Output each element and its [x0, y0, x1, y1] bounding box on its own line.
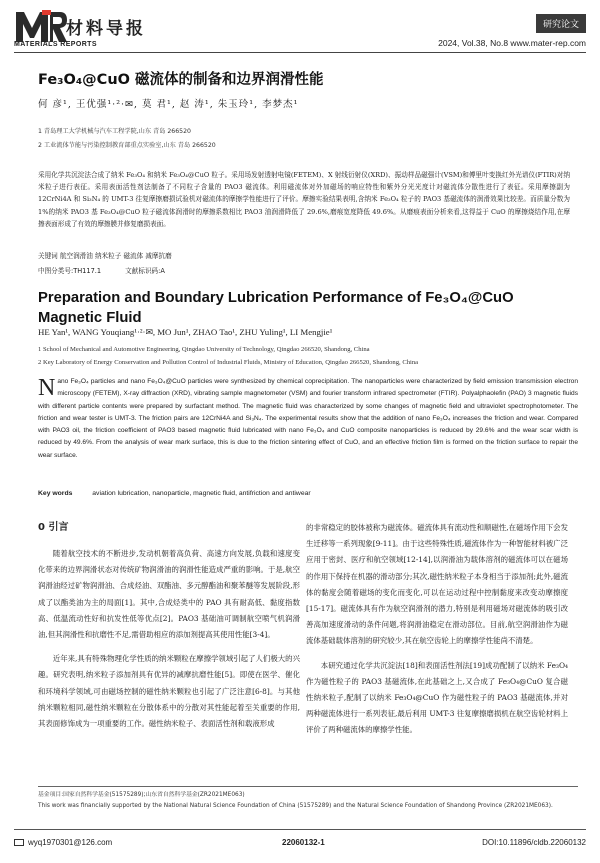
journal-name-en: MATERIALS REPORTS	[14, 41, 97, 48]
footer-divider	[14, 829, 586, 830]
body-paragraph: 近年来,具有特殊物理化学性质的纳米颗粒在摩擦学领域引起了人们极大的兴趣。研究表明,纳米粒子添加剂具有优异的减摩抗磨性能[5]。即使在医学、催化和环境科学领域,可由磁场控制的磁性纳米颗粒也引起了广泛注意[6-8]。与其他纳米颗粒相同,磁性纳米颗粒在分散体系中的分散对其性能起着至关重要的作用,其表面修饰成为一项重要的工作。磁性纳米粒子、表面活性剂和载液形成	[38, 654, 300, 729]
body-paragraph: 本研究通过化学共沉淀法[18]和表面活性剂法[19]成功配制了以纳米 Fe₃O₄ 作为磁性粒子的 PAO3 基磁流体,在此基础之上,又合成了 Fe₃O₄@CuO 复合磁性纳米粒子,配制了以纳米 Fe₃O₄@CuO 作为磁性粒子的 PAO3 基磁流体,并对两种磁流体进行一系列表征,最后利用 UMT-3 往复摩擦磨损机在航空齿轮材料上评价了两种磁流体的摩擦学性能。	[306, 660, 568, 735]
en-authors: HE Yan¹, WANG Youqiang¹·²·✉, MO Jun¹, ZHAO Tao¹, ZHU Yuling¹, LI Mengjie¹	[38, 327, 333, 337]
footer-email-text: wyq1970301@126.com	[28, 838, 113, 847]
en-keywords-text: aviation lubrication, nanoparticle, magnetic fluid, antifriction and antiwear	[92, 490, 311, 497]
envelope-icon	[14, 839, 24, 846]
section-tag: 研究论文	[536, 14, 586, 33]
cn-keywords: 关键词 航空润滑油 纳米粒子 磁流体 减摩抗磨	[38, 252, 172, 260]
cn-class-number: 中图分类号:TH117.1	[38, 267, 102, 275]
funding-en: This work was financially supported by the National Natural Science Foundation of China (51575289) and the Natural Science Foundation of Shandong Province (ZR2021ME063).	[38, 803, 553, 809]
funding-cn: 基金项目:国家自然科学基金(51575289);山东省自然科学基金(ZR2021ME063)	[38, 792, 245, 798]
cn-doc-code: 文献标识码:A	[125, 267, 165, 275]
en-abstract-text: ano Fe₃O₄ particles and nano Fe₃O₄@CuO particles were synthesized by chemical coprecipitation. The nanoparticles were characterized by field emission transmission electron microscopy (FETEM), X-ray diffraction (XRD), vibrating sample magnetometer (VSM) and fourier transform infrared spectrometer (FTIR). Polyalphaolefin (PAO) 3 magnetic fluids with different particle contents were prepared by surfactant method. The magnetic fluid was characterized by some changes of magnetic field and ultraviolet spectrophotometer. The friction and wear tester is UMT-3. The friction pairs are 12CrNi4A and Si₃N₄. The experimental results show that the addition of nano Fe₃O₄ increases the friction and wear. Compared with PAO3 oil, the friction coefficient of PAO3 based magnetic fluid lubricated with nano Fe₃O₄ and CuO composite nanoparticles is reduced by 29.6% and the wear scar width is reduced by 49.6%. From the analysis of wear mark surface, this is due to the friction sintering effect of CuO, and an effective friction film is formed on the friction surface to repair the wear surface.	[38, 378, 578, 459]
doi-link[interactable]: DOI:10.11896/cldb.22060132	[482, 838, 586, 847]
cn-abstract: 采用化学共沉淀法合成了纳米 Fe₃O₄ 和纳米 Fe₃O₄@CuO 粒子。采用场发射透射电镜(FETEM)、X 射线衍射仪(XRD)、振动样品磁强计(VSM)和傅里叶变换红外光谱仪(FTIR)对纳米粒子进行表征。采用表面活性剂法制备了不同粒子含量的 PAO3 磁流体。利用磁流体对外加磁场的响应特性和紫外分光光度计对磁流体分散性进行了表征。采用摩擦副为 12CrNi4A 和 Si₃N₄ 的 UMT-3 往复摩擦磨损试验机对磁流体的摩擦学性能进行了评价。摩擦实验结果表明,含纳米 Fe₃O₄ 粒子的 PAO3 基磁流体的润滑效果比较差。而质量分数为 1%的纳米 PAO3 基 Fe₃O₄@CuO 粒子磁流体润滑时的摩擦系数相比 PAO3 油润滑降低了 29.6%,磨痕宽度降低 49.6%。从磨痕表面分析来看,这得益于 CuO 的摩擦烧结作用,在摩擦表面形成了有效的摩擦膜并修复磨损表面。	[38, 171, 570, 228]
body-paragraph: 的非常稳定的胶体被称为磁流体。磁流体具有流动性和顺磁性,在磁场作用下会发生迁移等一系列现象[9-11]。由于这些特殊性质,磁流体作为一种智能材料被广泛应用于密封、医疗和航空领域[12-14],以润滑油为载体溶剂的磁流体可以在磁场的作用下保持在机器的滑动部分;其次,磁性纳米粒子本身相当于添加剂;此外,磁流体的黏度会随着磁场的变化而变化,可以在运动过程中控制黏度来改变动摩擦度[15-17]。磁流体具有作为航空润滑剂的潜力,特别是利用磁场对磁流体的吸引改善高加速度滑动的条件问题,将润滑油稳定在滑动部位。目前,航空润滑油作为磁流体基础载体溶剂的研究较少,其在航空齿轮上的摩擦学性能尚不清楚。	[306, 523, 568, 646]
en-affiliation-1: 1 School of Mechanical and Automotive Engineering, Qingdao University of Technology, Qingdao 266520, Shandong, China	[38, 346, 370, 353]
en-keywords-label: Key words	[38, 490, 73, 497]
cn-authors: 何 彦¹, 王优强¹·²·✉, 莫 君¹, 赵 涛¹, 朱玉玲¹, 李梦杰¹	[38, 99, 299, 110]
cn-classification	[38, 265, 187, 275]
body-column-left	[38, 520, 300, 740]
cn-title: Fe₃O₄@CuO 磁流体的制备和边界润滑性能	[38, 72, 324, 88]
en-abstract	[38, 376, 578, 462]
header-divider	[14, 52, 586, 53]
cn-affiliation-2: 2 工业流体节能与污染控制教育部重点实验室,山东 青岛 266520	[38, 142, 216, 149]
page-header	[0, 0, 600, 60]
body-paragraph: 随着航空技术的不断进步,发动机朝着高负荷、高速方向发展,负载和速度变化带来的边界润滑状态对传统矿物润滑油的润滑性能造成严重的影响。于是,航空润滑油经过矿物润滑油、合成烃油、双酯油、多元醇酯油和聚苯醚等发展阶段,形成了以酯类油为主的局面[1]。其中,合成烃类中的 PAO 具有耐高低、黏度指数高、低温流动性好和抗发性低等优点[2]。PAO3 基础油可调制航空喷气机润滑油,但其润滑性和抗磨性不足,需借助相应的添加剂提高其使用性能[3-4]。	[38, 549, 300, 640]
issue-info: 2024, Vol.38, No.8 www.mater-rep.com	[438, 38, 586, 48]
body-column-right	[306, 520, 568, 747]
abstract-dropcap: N	[38, 375, 56, 401]
section-heading-intro: 0 引言	[38, 522, 69, 533]
footer-email[interactable]	[14, 838, 112, 847]
footnote-divider	[38, 786, 578, 787]
en-title: Preparation and Boundary Lubrication Performance of Fe₃O₄@CuO Magnetic Fluid	[38, 290, 514, 326]
en-keywords	[38, 490, 311, 497]
page-number: 22060132-1	[282, 838, 325, 847]
cn-affiliation-1: 1 青岛理工大学机械与汽车工程学院,山东 青岛 266520	[38, 128, 191, 135]
en-affiliation-2: 2 Key Laboratory of Energy Conservation and Pollution Control of Industrial Fluids, Ministry of Education, Qingdao 266520, Shandong, China	[38, 359, 419, 366]
journal-name-cn: 材料导报	[66, 19, 146, 39]
